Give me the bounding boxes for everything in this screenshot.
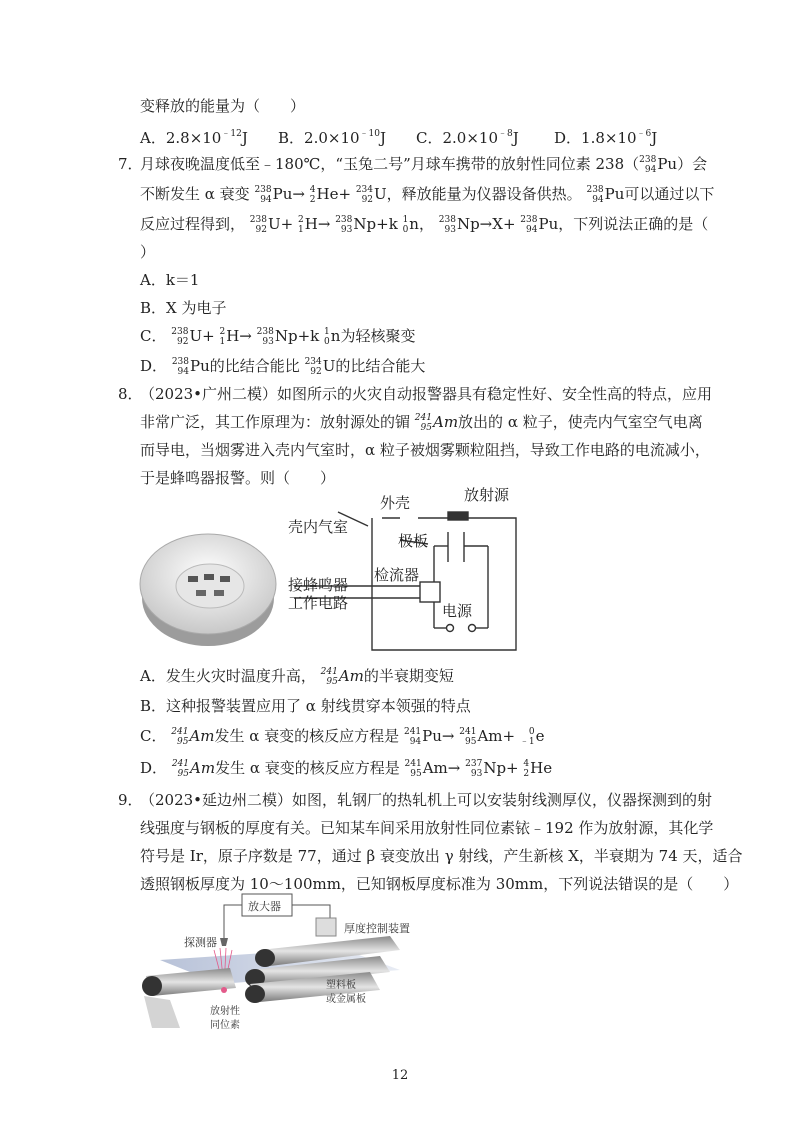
label-plate: 极板 [398,532,429,550]
vent-slot [204,574,214,580]
q9-line3: 符号是 Ir，原子序数是 77，通过 β 衰变放出 γ 射线，产生新核 X，半衰期为 74 天，适合 [140,847,743,865]
nuclide-he4: 4 2 He [523,759,553,779]
nuclide-pu238: 238 94 Pu [586,185,625,205]
q7-line4: ） [140,243,156,261]
source-block [448,512,468,520]
vent-slot [188,576,198,582]
nuclide-pu238: 238 94 Pu [254,185,293,205]
label-source: 放射源 [464,486,510,504]
q7-option-d[interactable]: D． 238 94 Pu的比结合能比 234 92 U的比结合能大 [140,357,426,377]
q8-number: 8． [118,385,143,403]
nuclide-am241: 241 95 Am [171,727,215,747]
nuclide-am241: 241 95 Am [414,413,459,433]
q8-option-b[interactable]: B．这种报警装置应用了 α 射线贯穿本领强的特点 [140,697,471,715]
terminal [469,625,476,632]
nuclide-u238: 238 92 U [171,327,203,347]
nuclide-pu238: 238 94 Pu [639,155,678,175]
q7-number: 7． [118,155,143,173]
nuclide-pu238: 238 94 Pu [171,357,210,377]
q7-line1: 月球夜晚温度低至﹣180℃，“玉兔二号”月球车携带的放射性同位素 238（ 238 94 Pu）会 [140,155,708,175]
q6-choice-b[interactable]: B．$2.0\times 10^{﹣10}J$ [278,129,387,147]
q8-line1: （2023•广州二模）如图所示的火灾自动报警器具有稳定性好、安全性高的特点，应用 [140,385,713,403]
isotope-source [221,987,227,993]
amplifier-wire [224,905,242,938]
page-number: 12 [391,1068,409,1083]
vent-slot [214,590,224,596]
detector-head [220,938,228,946]
q9-line2: 线强度与钢板的厚度有关。已知某车间采用放射性同位素铱﹣192 作为放射源，其化学 [140,819,714,837]
upper-roller-end [255,949,275,967]
control-unit [316,918,336,936]
smoke-detector-photo [138,520,278,652]
nuclide-am241: 241 95 Am [459,727,503,747]
vent-slot [220,576,230,582]
nuclide-pu241: 241 94 Pu [403,727,442,747]
nuclide-np238: 238 93 Np [438,215,480,235]
label-power: 电源 [442,602,473,620]
label-isotope: 放射性 [210,1006,240,1017]
q6-choice-c[interactable]: C．$2.0\times 10^{﹣8}J$ [416,129,519,147]
q8-line3: 而导电，当烟雾进入壳内气室时，α 粒子被烟雾颗粒阻挡，导致工作电路的电流减小， [140,441,710,459]
q7-option-b[interactable]: B．X 为电子 [140,299,227,317]
q6-choices [140,124,657,148]
label-plate-material-2: 或金属板 [326,994,366,1005]
galvanometer-box [420,582,440,602]
q8-option-a[interactable]: A．发生火灾时温度升高， 241 95 Am的半衰期变短 [140,667,454,687]
machine-base [144,996,180,1028]
q9-line4: 透照钢板厚度为 10～100mm，已知钢板厚度标准为 30mm，下列说法错误的是（ ） [140,875,739,893]
nuclide-n1: 1 0 n [324,327,341,347]
label-thickness-control: 厚度控制装置 [344,922,410,935]
q9-line1: （2023•延边州二模）如图，轧钢厂的热轧机上可以安装射线测厚仪，仪器探测到的射 [140,791,713,809]
vent-slot [196,590,206,596]
label-buzzer: 接蜂鸣器 [288,576,349,594]
detector-chamber [176,564,244,608]
label-chamber: 壳内气室 [288,518,349,536]
q8-line4: 于是蜂鸣器报警。则（ ） [140,469,336,487]
nuclide-np238: 238 93 Np [335,215,377,235]
q7-line2: 不断发生 α 衰变 238 94 Pu→ 4 2 He+ 234 92 U，释放能量为仪器设备供热。 238 94 Pu可以通过以下 [140,185,715,205]
q7-option-a[interactable]: A．k＝1 [140,271,200,289]
label-detector: 探测器 [184,936,217,949]
label-plate-material: 塑料板 [326,980,356,991]
label-galvanometer: 检流器 [374,566,420,584]
nuclide-u238: 238 92 U [249,215,281,235]
nuclide-am241: 241 95 Am [404,759,448,779]
rolling-mill-diagram [140,888,440,1034]
q6-choice-a[interactable]: A．$2.8\times 10^{﹣12}J$ [140,129,248,147]
shell-outline [372,518,516,650]
nuclide-electron: 0 ﹣1 e [519,727,545,747]
lower-roller-end [245,985,265,1003]
q7-line3: 反应过程得到， 238 92 U+ 2 1 H→ 238 93 Np+k 1 0 n， 238 93 Np→X+ 238 94 Pu，下列说法正确的是（ [140,215,709,235]
q7-option-c[interactable]: C． 238 92 U+ 2 1 H→ 238 93 Np+k 1 0 n为轻核聚变 [140,327,416,347]
q8-option-c[interactable]: C． 241 95 Am发生 α 衰变的核反应方程是 241 94 Pu→ 241 95 Am+ 0 ﹣1 e [140,727,545,747]
q6-stem-tail: 变释放的能量为（ ） [140,97,306,115]
q9-number: 9． [118,791,143,809]
amplifier-wire [292,905,330,918]
label-work-circuit: 工作电路 [288,594,349,612]
nuclide-he4: 4 2 He [309,185,339,205]
alarm-circuit-diagram [288,482,528,654]
nuclide-u234: 234 92 U [304,357,336,377]
nuclide-np237: 237 93 Np [465,759,507,779]
nuclide-n1: 1 0 n [402,215,419,235]
nuclide-h2: 2 1 H [219,327,240,347]
nuclide-h2: 2 1 H [298,215,318,235]
left-roller-end [142,976,162,996]
nuclide-np238: 238 93 Np [256,327,298,347]
label-shell: 外壳 [380,494,411,512]
q6-choice-d[interactable]: D．$1.8\times 10^{﹣6}J$ [554,129,658,147]
nuclide-u234: 234 92 U [355,185,387,205]
q8-line2: 非常广泛，其工作原理为：放射源处的镅 241 95 Am放出的 α 粒子，使壳内气室空气电离 [140,413,703,433]
nuclide-pu238: 238 94 Pu [520,215,559,235]
label-isotope-2: 同位素 [210,1020,240,1031]
nuclide-am241: 241 95 Am [320,667,364,687]
q8-option-d[interactable]: D． 241 95 Am发生 α 衰变的核反应方程是 241 95 Am→ 237 93 Np+ 4 2 He [140,759,553,779]
label-amplifier: 放大器 [248,900,281,913]
nuclide-am241: 241 95 Am [171,759,216,779]
terminal [447,625,454,632]
